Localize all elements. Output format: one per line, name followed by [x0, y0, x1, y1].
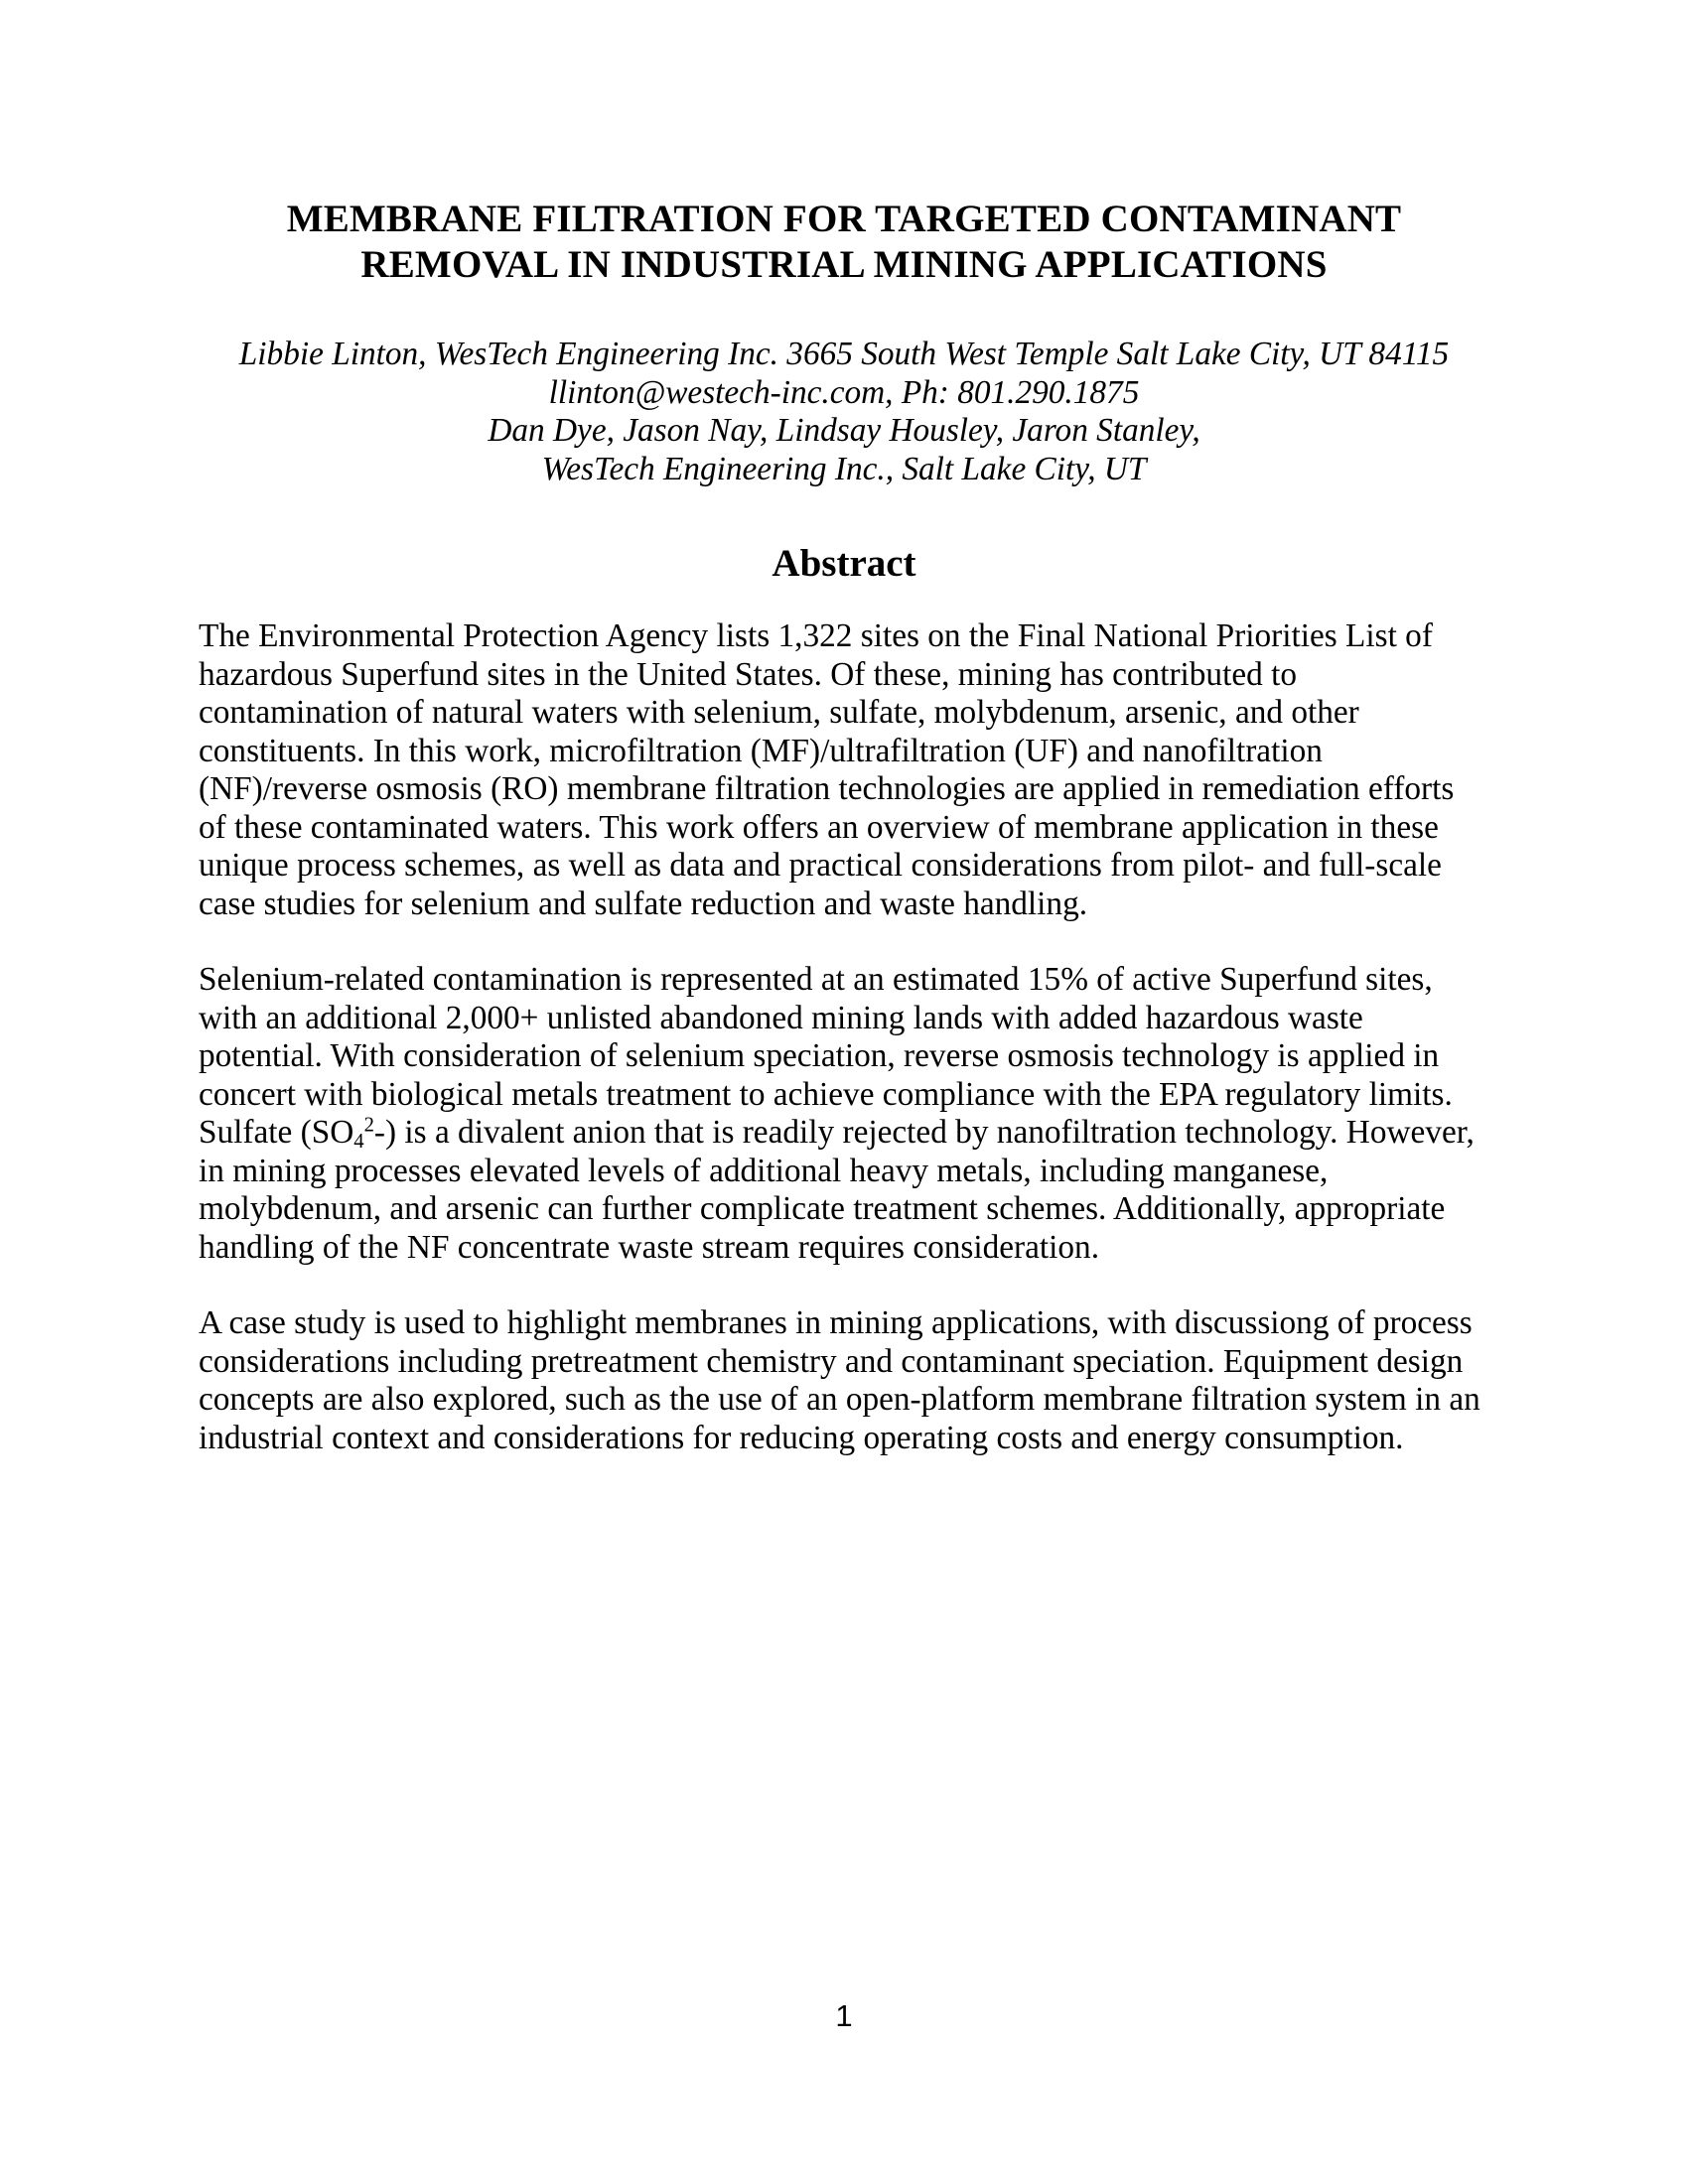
sulfate-formula-superscript: 2 [363, 1114, 374, 1137]
author-block [199, 336, 1489, 488]
coauthors-affiliation-line: WesTech Engineering Inc., Salt Lake City, UT [541, 450, 1147, 487]
paper-title [199, 197, 1489, 288]
sulfate-formula-subscript: 4 [353, 1131, 364, 1154]
paragraph-2-text-after-formula: -) is a divalent anion that is readily rejected by nanofiltration technology. However, in mining processes elevated levels of additional heavy metals, including manganese, molybdenum, and arsenic can further complicate treatment schemes. Additionally, appropriate handling of the NF concentrate waste stream requires consideration. [199, 1114, 1475, 1266]
abstract-heading: Abstract [772, 542, 916, 585]
author-contact-line: llinton@westech-inc.com, Ph: 801.290.1875 [548, 373, 1140, 411]
abstract-paragraph-1: The Environmental Protection Agency lists 1,322 sites on the Final National Priorities List of hazardous Superfund sites in the United States. Of these, mining has contributed to contamination of natural waters with selenium, sulfate, molybdenum, arsenic, and other constituents. In this work, microfiltration (MF)/ultrafiltration (UF) and nanofiltration (NF)/reverse osmosis (RO) membrane filtration technologies are applied in remediation efforts of these contaminated waters. This work offers an overview of membrane application in these unique process schemes, as well as data and practical considerations from pilot- and full-scale case studies for selenium and sulfate reduction and waste handling. [199, 617, 1455, 922]
coauthors-line: Dan Dye, Jason Nay, Lindsay Housley, Jaron Stanley, [488, 412, 1200, 449]
paper-title-line-2: REMOVAL IN INDUSTRIAL MINING APPLICATIONS [360, 243, 1328, 286]
paper-title-line-1: MEMBRANE FILTRATION FOR TARGETED CONTAMINANT [286, 198, 1402, 240]
page-number: 1 [835, 1998, 853, 2033]
abstract-paragraph-2 [199, 961, 1489, 1267]
author-affiliation-line: Libbie Linton, WesTech Engineering Inc. 3665 South West Temple Salt Lake City, UT 84115 [238, 336, 1450, 372]
paragraph-2-text-before-formula: Selenium-related contamination is represented at an estimated 15% of active Superfund sites, with an additional 2,000+ unlisted abandoned mining lands with added hazardous waste potential. With consideration of selenium speciation, reverse osmosis technology is applied in concert with biological metals treatment to achieve compliance with the EPA regulatory limits. Sulfate (SO [199, 961, 1453, 1151]
abstract-paragraph-3: A case study is used to highlight membranes in mining applications, with discussiong of process considerations including pretreatment chemistry and contaminant speciation. Equipment design concepts are also explored, such as the use of an open-platform membrane filtration system in an industrial context and considerations for reducing operating costs and energy consumption. [199, 1304, 1480, 1456]
